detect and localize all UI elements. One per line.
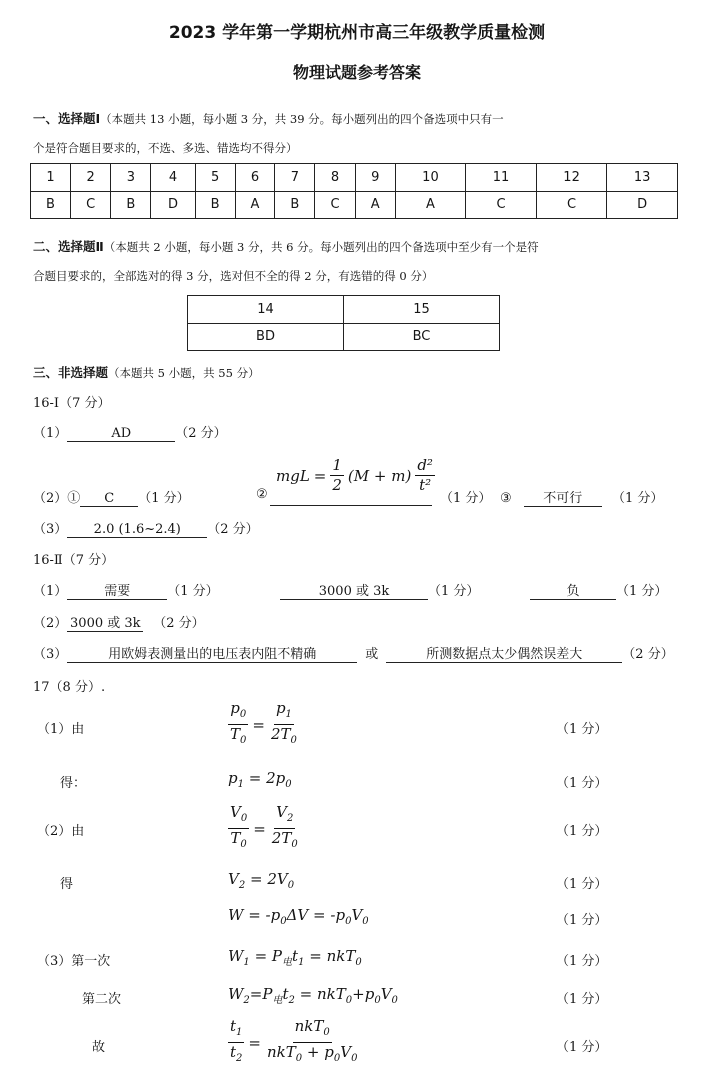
answer-cell: A <box>235 191 275 219</box>
part-number: （3） <box>33 647 68 662</box>
score: （1 分） <box>616 584 668 599</box>
document-title: 2023 学年第一学期杭州市高三年级教学质量检测 <box>168 23 546 43</box>
question-number: 5 <box>195 164 235 192</box>
q17-score: （1 分） <box>556 913 608 928</box>
section1-heading: 一、选择题Ⅰ <box>33 111 101 126</box>
q16-1-part2-3 <box>500 487 663 507</box>
fraction-half <box>330 457 344 494</box>
answer-cell: C <box>315 191 356 219</box>
q17-score: （1 分） <box>556 776 608 791</box>
question-number: 7 <box>275 164 315 192</box>
section2-note-line2: 合题目要求的，全部选对的得 3 分，选对但不全的得 2 分，有选错的得 0 分） <box>33 269 434 283</box>
question-number: 6 <box>235 164 275 192</box>
question-number: 10 <box>395 164 466 192</box>
section2-intro <box>33 236 539 255</box>
question-number: 1 <box>31 164 71 192</box>
formula-mgl <box>276 457 435 494</box>
equation-p1: $p_1 = 2p_0$ <box>228 769 292 790</box>
equals-sign: = <box>313 466 327 485</box>
question-number: 9 <box>355 164 395 192</box>
answer-cell: C <box>466 191 537 219</box>
answer-cell: C <box>70 191 111 219</box>
question-number: 4 <box>151 164 195 192</box>
section2-answer-table <box>187 295 500 351</box>
q17-score: （1 分） <box>556 954 608 969</box>
table-row-answers <box>188 323 500 351</box>
formula-lhs: mgL <box>276 466 310 485</box>
part-number: （3） <box>33 522 68 537</box>
question-number: 13 <box>607 164 678 192</box>
answer-blank: 需要 <box>67 584 167 600</box>
q17-score: （1 分） <box>556 722 608 737</box>
formula-blank <box>270 455 432 506</box>
equation-v0-t0: $\frac{V_0}{T_0}$ = $\frac{V_2}{2T_0}$ <box>230 803 298 850</box>
q17-prefix: （1）由 <box>37 722 85 737</box>
section2-heading: 二、选择题Ⅱ <box>33 239 104 254</box>
table-row-numbers <box>31 164 678 192</box>
answer-blank: 3000 或 3k <box>280 584 428 600</box>
question-number: 11 <box>466 164 537 192</box>
answer-blank: 用欧姆表测量出的电压表内阻不精确 <box>67 647 357 663</box>
question-number: 15 <box>344 296 500 324</box>
equation-work: $W = -p_0\Delta V = -p_0V_0$ <box>228 906 369 927</box>
score: （2 分） <box>153 616 205 631</box>
q17-score: （1 分） <box>556 877 608 892</box>
q17-score: （1 分） <box>556 824 608 839</box>
fraction-denominator: 2 <box>332 476 342 494</box>
answer-cell: BD <box>188 323 344 351</box>
q16-1-part1 <box>33 422 227 442</box>
answer-blank: 所测数据点太少偶然误差大 <box>386 647 622 663</box>
score: （1 分） <box>428 584 480 599</box>
formula-mass-sum: (M + m) <box>347 466 412 485</box>
q16-2-part3 <box>33 643 674 663</box>
q16-2-part2 <box>33 612 205 632</box>
equation-p0-t0: $\frac{p_0}{T_0}$ = $\frac{p_1}{2T_0}$ <box>230 699 297 746</box>
answer-blank: 负 <box>530 584 616 600</box>
answer-blank: AD <box>67 426 175 442</box>
answer-cell: A <box>355 191 395 219</box>
table-row-numbers <box>188 296 500 324</box>
q17-prefix: （3）第一次 <box>37 954 111 969</box>
question-number: 8 <box>315 164 356 192</box>
equation-w2: $W_2=P_电t_2 = nkT_0+p_0V_0$ <box>228 985 398 1006</box>
q16-2-part1 <box>33 580 219 600</box>
circled-2: ② <box>256 487 268 502</box>
section2-note-line1: （本题共 2 小题，每小题 3 分，共 6 分。每小题列出的四个备选项中至少有一个是符 <box>103 240 539 254</box>
q16-1-part2 <box>33 487 190 507</box>
answer-cell: B <box>195 191 235 219</box>
answer-cell: A <box>395 191 466 219</box>
answer-blank: C <box>80 491 138 507</box>
part-number: （2） <box>33 616 68 631</box>
fraction-numerator: 1 <box>332 456 342 474</box>
q17-prefix: 第二次 <box>82 992 122 1007</box>
part-number: （2）① <box>33 491 81 506</box>
answer-blank: 不可行 <box>524 491 602 507</box>
score: （2 分） <box>207 522 259 537</box>
equation-ratio: $\frac{t_1}{t_2}$ = $\frac{nkT_0}{nkT_0 + p_0V_0}$ <box>230 1017 358 1064</box>
answer-cell: BC <box>344 323 500 351</box>
answer-cell: B <box>275 191 315 219</box>
table-row-answers <box>31 191 678 219</box>
formula-score: （1 分） <box>440 491 492 506</box>
section3-note: （本题共 5 小题，共 55 分） <box>108 366 260 380</box>
section1-note-line1: （本题共 13 小题，每小题 3 分，共 39 分。每小题列出的四个备选项中只有一 <box>100 112 504 126</box>
answer-cell: C <box>536 191 607 219</box>
equation-w1: $W_1 = P_电t_1 = nkT_0$ <box>228 947 362 968</box>
question-number: 12 <box>536 164 607 192</box>
q17-score: （1 分） <box>556 1040 608 1055</box>
section3-heading: 三、非选择题 <box>33 365 109 380</box>
equation-v2: $V_2 = 2V_0$ <box>228 870 295 891</box>
q16-2-part1-c <box>530 580 667 600</box>
score: （2 分） <box>175 426 227 441</box>
section1-answer-table <box>30 163 678 219</box>
q16-1-part3 <box>33 518 259 538</box>
section1-note-line2: 个是符合题目要求的，不选、多选、错选均不得分） <box>33 141 298 155</box>
fraction-numerator: d² <box>417 456 433 474</box>
document-subtitle: 物理试题参考答案 <box>292 63 421 82</box>
q17-prefix: 故 <box>92 1040 106 1055</box>
circled-3: ③ <box>500 491 512 506</box>
answer-blank: 3000 或 3k <box>67 616 143 632</box>
part-number: （1） <box>33 584 68 599</box>
fraction-d2-t2 <box>415 457 435 494</box>
q16-1-label: 16-Ⅰ（7 分） <box>33 396 111 411</box>
or-text: 或 <box>365 647 379 662</box>
question-number: 2 <box>70 164 111 192</box>
answer-cell: B <box>111 191 151 219</box>
q17-prefix: （2）由 <box>37 824 85 839</box>
question-number: 3 <box>111 164 151 192</box>
score: （1 分） <box>611 491 664 506</box>
fraction-denominator: t² <box>419 476 432 494</box>
answer-cell: D <box>151 191 195 219</box>
q16-2-label: 16-Ⅱ（7 分） <box>33 553 115 568</box>
q17-label: 17（8 分）. <box>33 680 106 695</box>
q16-2-part1-b <box>280 580 479 600</box>
part-number: （1） <box>33 426 68 441</box>
score: （2 分） <box>622 647 674 662</box>
q17-prefix: 得： <box>60 776 87 791</box>
answer-cell: B <box>31 191 71 219</box>
score: （1 分） <box>138 491 190 506</box>
q17-score: （1 分） <box>556 992 608 1007</box>
score: （1 分） <box>167 584 219 599</box>
question-number: 14 <box>188 296 344 324</box>
answer-blank: 2.0 (1.6~2.4) <box>67 522 207 538</box>
section1-intro <box>33 108 504 127</box>
section3-intro <box>33 362 260 381</box>
q17-prefix: 得 <box>60 877 74 892</box>
answer-cell: D <box>607 191 678 219</box>
